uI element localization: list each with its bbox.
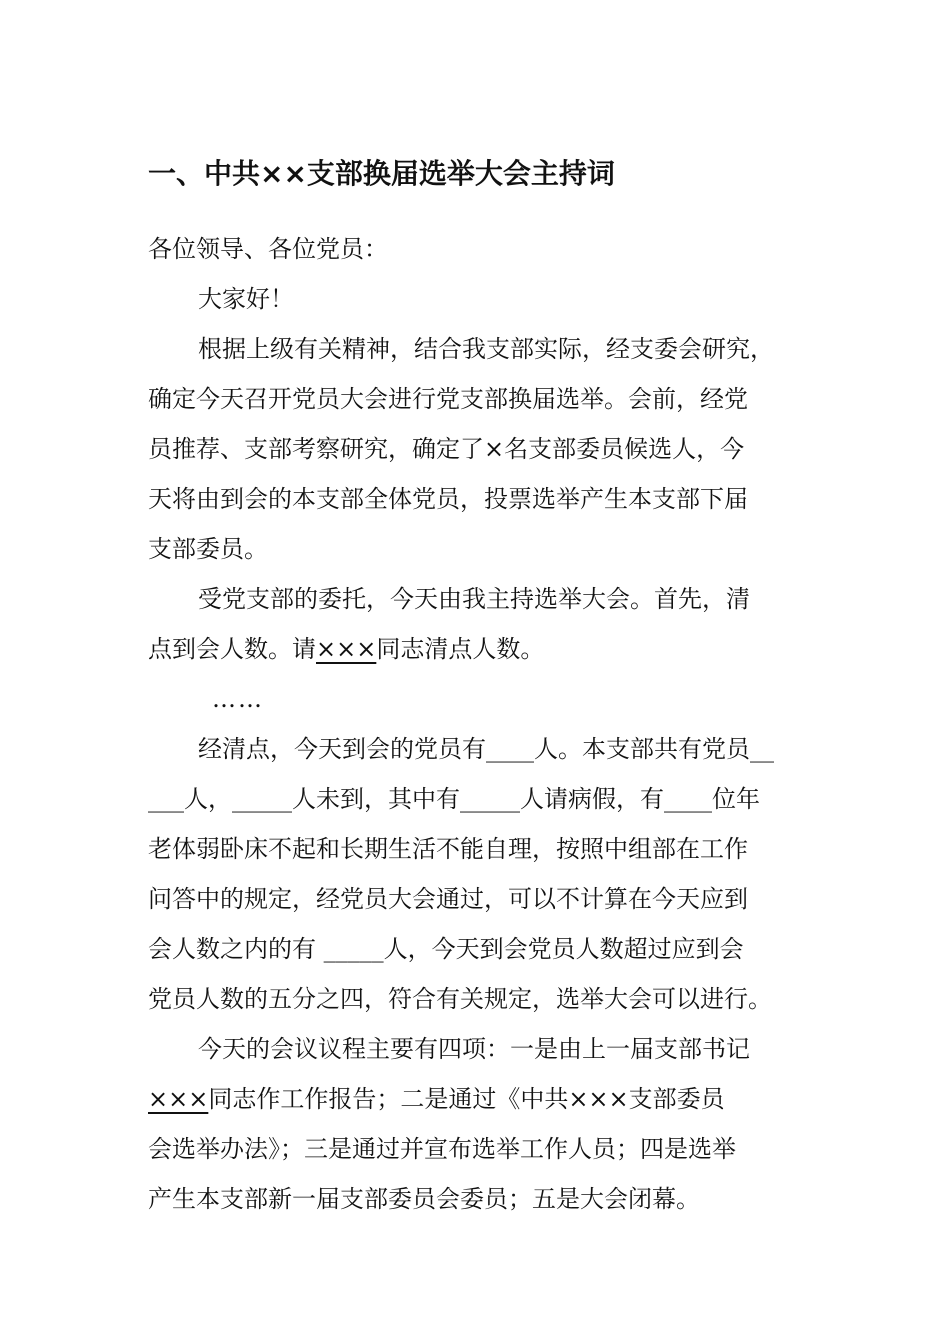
underlined-name-placeholder: ×××: [316, 635, 377, 663]
paragraph-line: 今天的会议议程主要有四项：一是由上一届支部书记: [198, 1035, 750, 1063]
paragraph-line: 问答中的规定，经党员大会通过，可以不计算在今天应到: [148, 885, 748, 913]
paragraph-4: [148, 1024, 808, 1224]
paragraph-line: 产生本支部新一届支部委员会委员；五是大会闭幕。: [148, 1185, 700, 1213]
paragraph-line: 党员人数的五分之四，符合有关规定，选举大会可以进行。: [148, 985, 772, 1013]
paragraph-line: [148, 1074, 808, 1124]
ellipsis: ……: [212, 685, 264, 713]
greeting: 大家好！: [198, 285, 294, 313]
paragraph-line: 会选举办法》；三是通过并宣布选举工作人员；四是选举: [148, 1135, 736, 1163]
text-segment: 点到会人数。请: [148, 635, 316, 663]
paragraph-2: [148, 574, 808, 674]
text-segment: 同志清点人数。: [376, 635, 545, 663]
paragraph-line: 员推荐、支部考察研究，确定了×名支部委员候选人，今: [148, 435, 745, 463]
paragraph-line: 确定今天召开党员大会进行党支部换届选举。会前，经党: [148, 385, 748, 413]
paragraph-line: 老体弱卧床不起和长期生活不能自理，按照中组部在工作: [148, 835, 748, 863]
paragraph-line: ___人，_____人未到，其中有_____人请病假，有____位年: [148, 785, 760, 813]
paragraph-3: [148, 724, 808, 1024]
paragraph-line: [148, 624, 808, 674]
paragraph-1: [148, 324, 808, 574]
section-heading: 一、中共××支部换届选举大会主持词: [148, 157, 615, 190]
underlined-name-placeholder: ×××: [148, 1085, 209, 1113]
paragraph-line: 受党支部的委托，今天由我主持选举大会。首先，清: [198, 585, 750, 613]
paragraph-line: 根据上级有关精神，结合我支部实际，经支委会研究，: [198, 335, 774, 363]
salutation: 各位领导、各位党员：: [148, 235, 388, 263]
paragraph-line: 经清点，今天到会的党员有____人。本支部共有党员__: [198, 735, 774, 763]
text-segment: 同志作工作报告；二是通过《中共×××支部委员: [208, 1085, 725, 1113]
paragraph-line: 会人数之内的有 _____人，今天到会党员人数超过应到会: [148, 935, 744, 963]
document-body: [148, 224, 808, 1224]
paragraph-line: 支部委员。: [148, 535, 268, 563]
paragraph-line: 天将由到会的本支部全体党员，投票选举产生本支部下届: [148, 485, 748, 513]
